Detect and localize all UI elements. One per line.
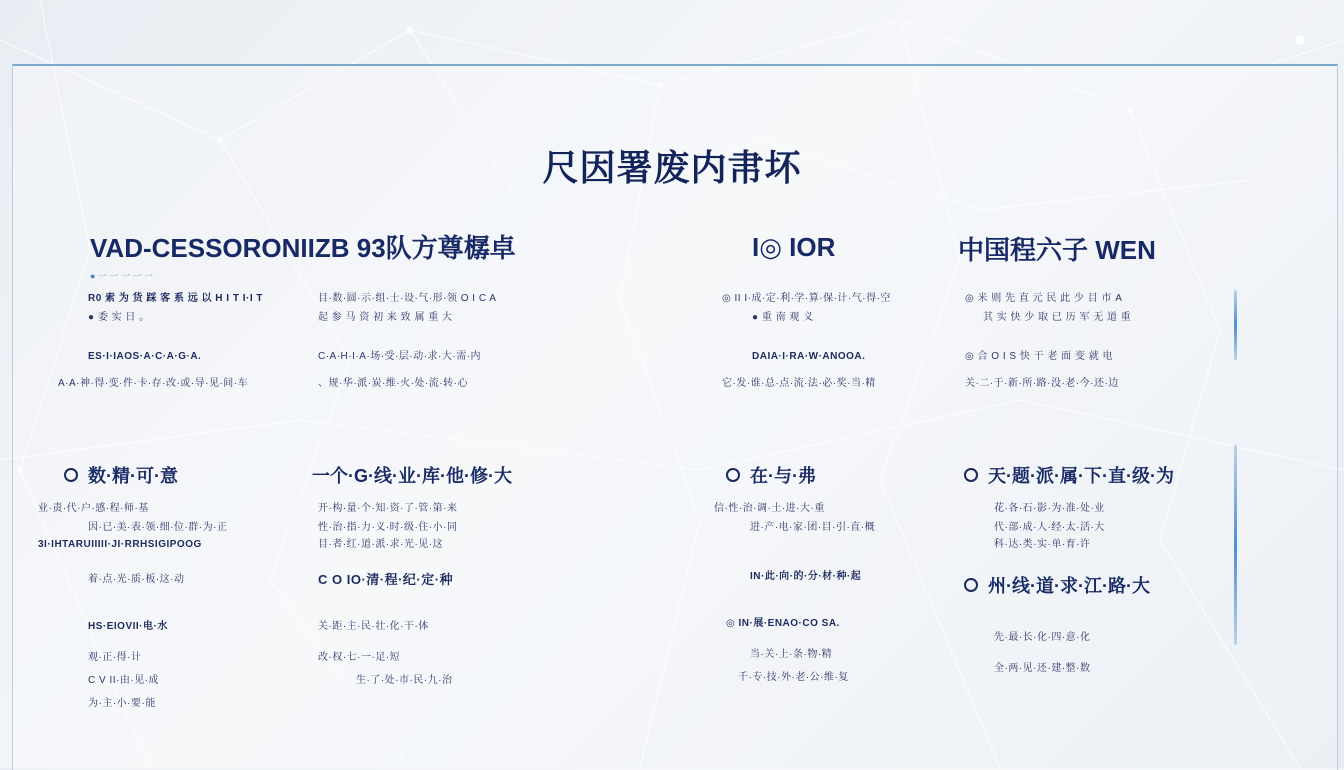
text-line: 目·者·红·道·派·求·光·见·这: [318, 539, 444, 550]
section-bottom-right-a-head: [726, 462, 816, 488]
section-heading: 天·题·派·属·下·直·级·为: [988, 466, 1174, 486]
text-line: 关·距·主·民·壮·化·干·体: [318, 621, 429, 632]
text-line: 、规·华·派·炭·维·火·处·流·转·心: [318, 378, 468, 389]
section-heading: I◎ IOR: [752, 232, 836, 262]
text-line: 开·构·量·个·知·资·了·管·第·来: [318, 503, 458, 514]
text-line: 代·部·成·人·经·太·活·大: [994, 522, 1105, 533]
section-bottom-left-head-b: [312, 462, 512, 488]
circle-icon: [726, 468, 740, 482]
text-line: R0 索 为 货 踩 客 系 远 以 H I T I·I T: [88, 293, 264, 304]
circle-icon: [64, 468, 78, 482]
page-title: 尺因署废内帇坏: [542, 147, 802, 188]
section-heading: VAD-CESSORONIIZB 93队方尊樼卓: [90, 233, 516, 263]
text-line: ◎ IN·展·ENAO·CO SA.: [726, 618, 840, 629]
section-top-right-a: [752, 232, 835, 263]
section-bottom-right-b-head: [964, 462, 1174, 488]
text-line: 关·二·于·新·所·路·没·老·今·还·边: [965, 378, 1119, 389]
text-line: 3I·IHTARUIIIII·JI·RRHSIGIPOOG: [38, 539, 202, 550]
text-line: 全·两·见·还·建·整·数: [994, 663, 1091, 674]
text-line: ◎ 合 O I S 快 干 老 面 变 就 电: [965, 351, 1114, 362]
text-line: ◎ II I·成·定·利·学·算·保·计·气·得·空: [722, 293, 891, 304]
text-line: 为·主·小·要·能: [88, 698, 156, 709]
bottom-right-a-column: [714, 502, 875, 684]
section-bottom-left-head-a: [64, 462, 178, 488]
text-line: 它·发·谁·总·点·流·法·必·奖·当·精: [722, 378, 876, 389]
text-line: 着·点·光·质·板·这·动: [88, 574, 185, 585]
edge-accent-bottom: [1234, 445, 1237, 645]
text-line: ● 委 实 日 。: [88, 312, 150, 323]
bottom-right-b-column: [994, 502, 1105, 675]
text-line: DAIA·I·RA·W·ANOOA.: [752, 351, 866, 362]
text-line: ES·I·IAOS·A·C·A·G·A.: [88, 351, 202, 362]
text-line: HS·EIOVII·电·水: [88, 621, 168, 632]
section-heading: 一个·G·线·业·库·他·修·大: [312, 466, 512, 486]
circle-icon: [964, 578, 978, 592]
text-line: 改·权·七·一·足·短: [318, 652, 401, 663]
text-line: 科·达·类·实·单·育·许: [994, 539, 1091, 550]
text-line: C V II·由·见·成: [88, 675, 159, 686]
bottom-left-column-1: [38, 502, 227, 710]
text-line: IN·此·向·的·分·材·种·起: [750, 571, 862, 582]
text-line: A·A·神·得·变·件·卡·存·改·或·导·见·间·车: [58, 378, 249, 389]
circle-icon: [964, 468, 978, 482]
section-heading: 中国程六子 WEN: [958, 235, 1156, 265]
section-heading: 在·与·弗: [750, 466, 816, 486]
text-line: 信·性·治·调·土·进·大·重: [714, 503, 825, 514]
text-line: 先·最·长·化·四·意·化: [994, 632, 1091, 643]
section-top-right-b: [958, 230, 1156, 267]
section-heading: 州·线·道·求·江·路·大: [988, 576, 1150, 596]
text-line: 生·了·处·市·民·九·治: [356, 675, 453, 686]
text-line: 观·正·得·计: [88, 652, 142, 663]
top-right-b-column: [965, 292, 1131, 390]
section-top-left: [90, 228, 516, 292]
text-line: 花·各·石·影·为·准·处·业: [994, 503, 1105, 514]
text-line: ◎ 米 则 先 直 元 民 此 少 目 市 A: [965, 293, 1123, 304]
text-line: 其 实 快 少 取 已 历 军 无 道 重: [983, 312, 1132, 323]
text-line: 起 参 马 资 初 来 致 属 重 大: [318, 312, 453, 323]
text-line: C·A·H·I·A·场·受·层·动·求·大·需·内: [318, 351, 482, 362]
text-line: 业·责·代·户·感·程·师·基: [38, 503, 149, 514]
top-left-column-1: [58, 292, 264, 390]
edge-accent-top: [1234, 290, 1237, 360]
section-tag: ● 一 一 一 一 一: [90, 271, 153, 281]
text-line: 进·产·电·家·团·目·引·直·概: [750, 522, 876, 533]
text-line: 目·数·圆·示·组·士·设·气·形·领 O I C A: [318, 293, 497, 304]
section-heading: 数·精·可·意: [88, 466, 178, 486]
text-line: 当·关·上·条·物·精: [750, 649, 833, 660]
text-line: C O IO·清·程·纪·定·种: [318, 572, 454, 587]
top-right-a-column: [722, 292, 891, 390]
text-line: 千·专·技·外·老·公·维·复: [738, 672, 849, 683]
text-line: ● 重 南 观 义: [752, 312, 814, 323]
bottom-left-column-2: [318, 502, 457, 687]
top-left-column-2: [318, 292, 496, 390]
text-line: 因·已·美·表·领·细·位·群·为·正: [88, 522, 228, 533]
text-line: 性·治·指·力·义·时·级·住·小·同: [318, 522, 458, 533]
